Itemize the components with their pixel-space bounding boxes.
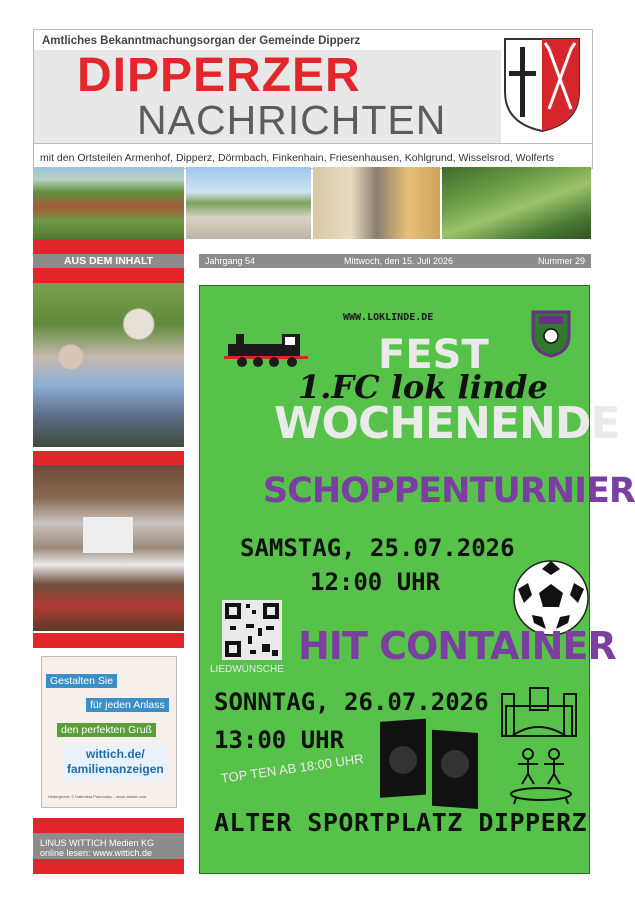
red-divider: [33, 239, 184, 254]
poster-time1: 12:00 UHR: [310, 568, 441, 596]
qr-code-icon: [222, 600, 282, 660]
fountain-photo: [313, 167, 440, 239]
bouncy-castle-icon: [498, 684, 580, 742]
coat-of-arms-icon: [503, 37, 581, 133]
ad-url-line1[interactable]: wittich.de/: [86, 747, 145, 761]
red-divider: [33, 818, 184, 833]
ad-credit: Hintergrund: © Dalentina Pokrovsky – stock.adobe.com: [48, 794, 147, 799]
family-ad[interactable]: [41, 656, 177, 808]
poster-club: 1.FC lok linde: [298, 368, 548, 406]
trampoline-kids-icon: [506, 746, 576, 806]
club-crest-icon: [531, 310, 571, 358]
issue-volume: Jahrgang 54: [205, 256, 256, 266]
poster-fest: FEST: [378, 332, 489, 378]
poster-event1: SCHOPPENTURNIER: [263, 471, 635, 511]
locomotive-icon: [222, 326, 312, 370]
poster-venue: ALTER SPORTPLATZ DIPPERZ: [214, 808, 588, 837]
stream-photo: [442, 167, 591, 239]
red-divider: [33, 859, 184, 874]
poster-day2: SONNTAG, 26.07.2026: [214, 688, 489, 716]
red-divider: [33, 633, 184, 648]
red-divider: [33, 268, 184, 283]
poster-time2: 13:00 UHR: [214, 726, 345, 754]
poster-wochenende: WOCHENENDE: [274, 398, 620, 449]
ad-url-line2[interactable]: familienanzeigen: [67, 762, 164, 776]
poster-liedwuensche: LIEDWÜNSCHE: [210, 664, 284, 675]
issue-number: Nummer 29: [537, 256, 585, 266]
church-screen: [83, 517, 133, 553]
title-line1: DIPPERZER: [77, 49, 361, 102]
publisher-info: [40, 838, 154, 858]
issue-date: Mittwoch, den 15. Juli 2026: [344, 256, 454, 266]
districts-text: mit den Ortsteilen Armenhof, Dipperz, Dörmbach, Finkenhain, Friesenhausen, Kohlgrund, Wisselsrod, Wolferts: [40, 152, 554, 164]
poster-website: WWW.LOKLINDE.DE: [343, 312, 434, 323]
poster-day1: SAMSTAG, 25.07.2026: [240, 534, 515, 562]
contents-header: AUS DEM INHALT: [33, 254, 184, 268]
title-line2: NACHRICHTEN: [137, 97, 447, 143]
issue-info-bar: [199, 254, 591, 268]
event-poster: [199, 285, 635, 874]
ad-line2: für jeden Anlass: [86, 698, 169, 712]
ad-line1: Gestalten Sie: [46, 674, 117, 688]
red-divider: [33, 451, 184, 465]
village-aerial-photo: [33, 167, 184, 239]
ad-line3: den perfekten Gruß: [57, 723, 156, 737]
poster-topten: TOP TEN AB 18:00 UHR: [220, 750, 365, 786]
publisher-name: LINUS WITTICH Medien KG: [40, 838, 155, 848]
poster-event2: HIT CONTAINER: [298, 624, 616, 668]
publisher-url: online lesen: www.wittich.de: [40, 848, 153, 858]
official-line: Amtliches Bekanntmachungsorgan der Gemeinde Dipperz: [42, 35, 361, 47]
speakers-icon: [378, 718, 482, 802]
square-photo: [186, 167, 311, 239]
seniors-table-photo: [33, 283, 184, 447]
